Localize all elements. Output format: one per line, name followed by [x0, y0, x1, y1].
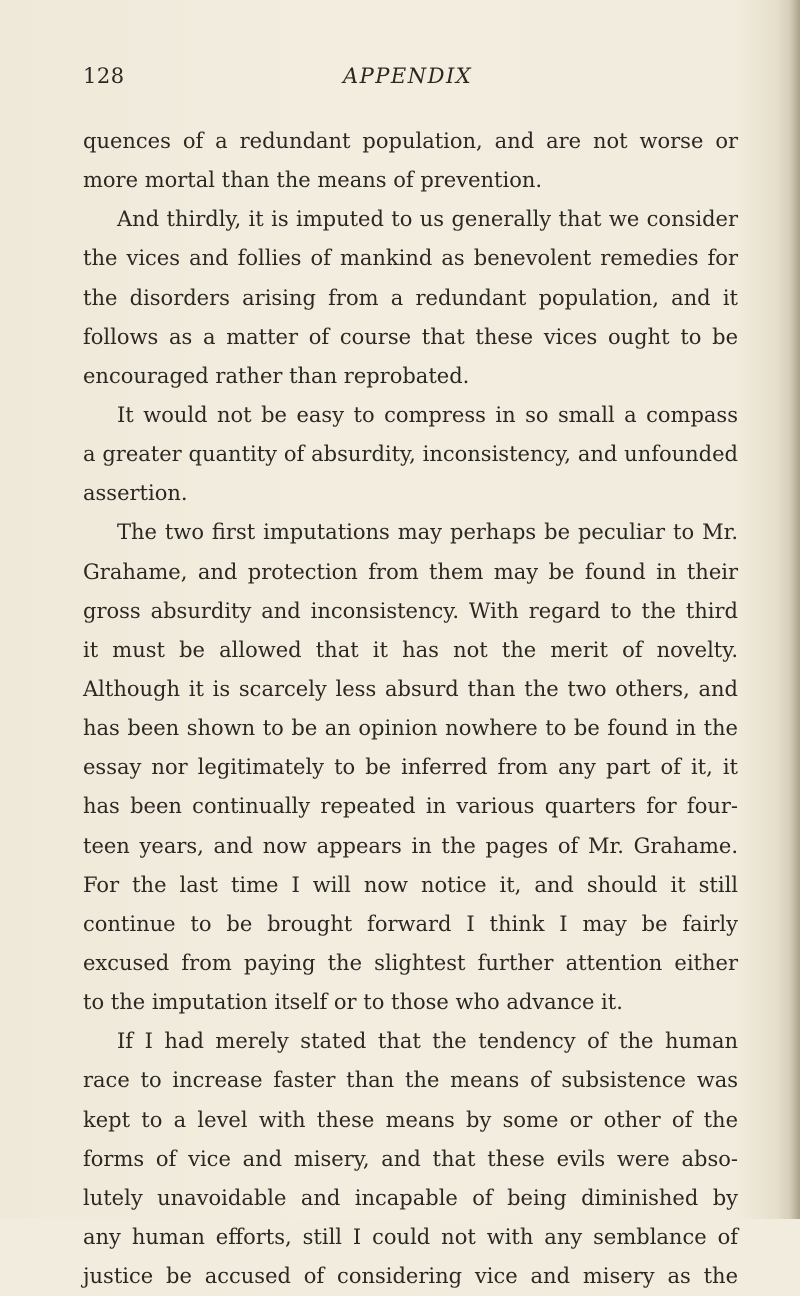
page-number: 128 — [83, 64, 125, 88]
text-line: to the imputation itself or to those who advance it. — [83, 990, 623, 1015]
text-line: encouraged rather than reprobated. — [83, 363, 470, 388]
text-line: a greater quantity of absurdity, inconsistency, and unfounded — [83, 442, 738, 467]
text-line: any human efforts, still I could not with any semblance of — [83, 1224, 738, 1249]
text-line: essay nor legitimately to be inferred from any part of it, it — [83, 755, 738, 780]
text-line: has been shown to be an opinion nowhere to be found in the — [83, 716, 738, 741]
text-line: the disorders arising from a redundant population, and it — [83, 285, 738, 310]
text-line: race to increase faster than the means of subsistence was — [83, 1068, 738, 1093]
text-line: follows as a matter of course that these vices ought to be — [83, 324, 738, 349]
text-line: excused from paying the slightest further attention either — [83, 950, 738, 975]
text-line: For the last time I will now notice it, and should it still — [83, 872, 738, 897]
text-line: Grahame, and protection from them may be found in their — [83, 559, 738, 584]
text-line: The two first imputations may perhaps be peculiar to Mr. — [117, 520, 738, 545]
text-line: justice be accused of considering vice and misery as the — [83, 1264, 738, 1289]
running-title: APPENDIX — [343, 64, 473, 88]
text-line: kept to a level with these means by some or other of the — [83, 1107, 738, 1132]
body-text — [83, 122, 738, 1296]
text-line: And thirdly, it is imputed to us generally that we consider — [117, 207, 738, 232]
text-line: teen years, and now appears in the pages of Mr. Grahame. — [83, 833, 738, 858]
text-line: more mortal than the means of prevention. — [83, 168, 543, 193]
text-line: forms of vice and misery, and that these evils were abso- — [83, 1146, 738, 1171]
text-line: continue to be brought forward I think I may be fairly — [83, 911, 738, 936]
text-line: If I had merely stated that the tendency of the human — [117, 1029, 738, 1054]
running-head — [83, 64, 733, 94]
text-line: quences of a redundant population, and are not worse or — [83, 129, 738, 153]
text-line: has been continually repeated in various quarters for four- — [83, 794, 738, 819]
text-line: it must be allowed that it has not the merit of novelty. — [83, 637, 738, 662]
page-edge-shadow — [790, 0, 800, 1219]
text-line: It would not be easy to compress in so small a compass — [117, 402, 738, 427]
text-line: assertion. — [83, 481, 188, 506]
text-line: Although it is scarcely less absurd than the two others, and — [83, 676, 738, 701]
text-line: the vices and follies of mankind as benevolent remedies for — [83, 246, 738, 271]
text-line: lutely unavoidable and incapable of being diminished by — [83, 1185, 738, 1210]
text-line: gross absurdity and inconsistency. With regard to the third — [83, 598, 738, 623]
